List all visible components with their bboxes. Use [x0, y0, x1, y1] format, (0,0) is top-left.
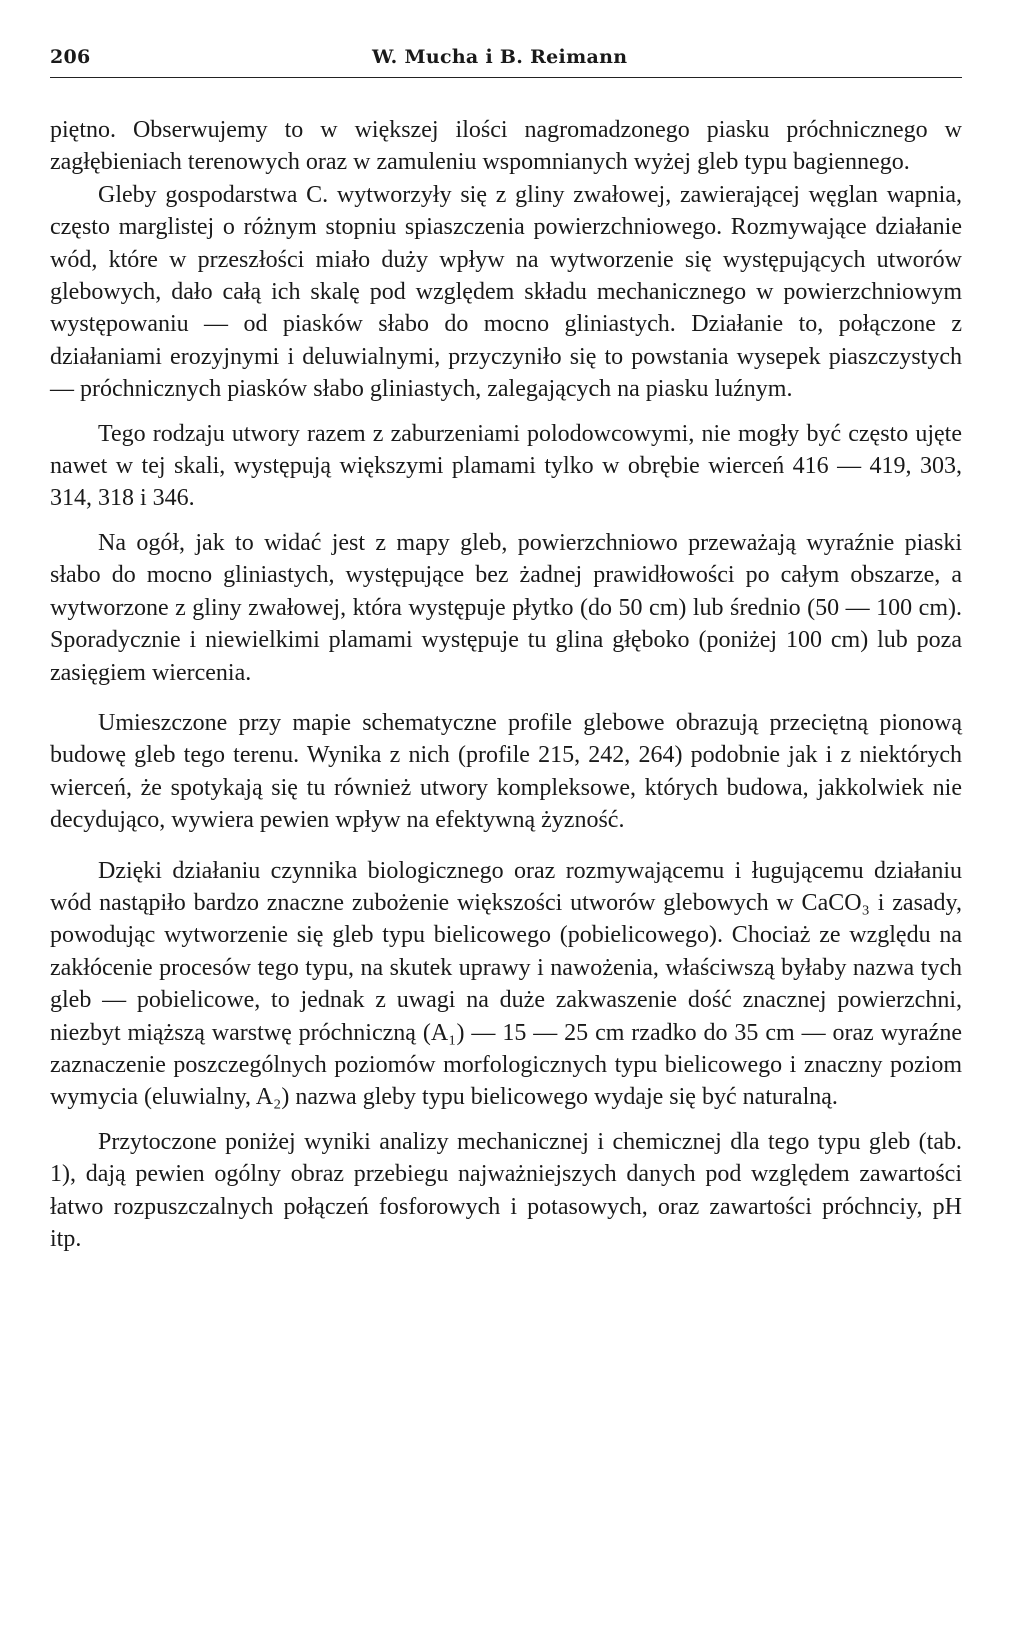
header-rule [50, 77, 962, 78]
page [50, 40, 962, 1252]
paragraph-7: Przytoczone poniżej wyniki analizy mechanicznej i chemicznej dla tego typu gleb (tab. 1), dają pewien ogólny obraz przebiegu najważniejszych danych pod względem zawartości łatwo rozpuszczalnych połączeń fosforowych i potasowych, oraz zawartości próchnciy, pH itp. [50, 1128, 962, 1252]
paragraph-3: Tego rodzaju utwory razem z zaburzeniami polodowcowymi, nie mogły być często ujęte nawet w tej skali, występują większymi plamami tylko w obrębie wierceń 416 — 419, 303, 314, 318 i 346. [50, 420, 962, 512]
body-text [50, 114, 962, 1255]
paragraph-2: Gleby gospodarstwa C. wytworzyły się z gliny zwałowej, zawierającej węglan wapnia, często marglistej o różnym stopniu spiaszczenia powierzchniowego. Rozmywające działanie wód, które w przeszłości miało duży wpływ na wytworzenie się występujących utworów glebowych, dało całą ich skalę pod względem składu mechanicznego w powierzchniowym występowaniu — od piasków słabo do mocno gliniastych. Działanie to, połączone z działaniami erozyjnymi i deluwialnymi, przyczyniło się to powstania wysepek piaszczystych — próchnicznych piasków słabo gliniastych, zalegających na piasku luźnym. [50, 181, 962, 403]
paragraph-4: Na ogół, jak to widać jest z mapy gleb, powierzchniowo przeważają wyraźnie piaski słabo do mocno gliniastych, występujące bez żadnej prawidłowości po całym obszarze, a wytworzone z gliny zwałowej, która występuje płytko (do 50 cm) lub średnio (50 — 100 cm). Sporadycznie i niewielkimi plamami występuje tu glina głęboko (poniżej 100 cm) lub poza zasięgiem wiercenia. [50, 529, 962, 686]
header-authors: W. Mucha i B. Reimann [372, 46, 628, 68]
paragraph-6: Dzięki działaniu czynnika biologicznego oraz rozmywającemu i ługującemu działaniu wód nastąpiło bardzo znaczne zubożenie większości utworów glebowych w CaCO₃ i zasady, powodując wytworzenie się gleb typu bielicowego (pobielicowego). Chociaż ze względu na zakłócenie procesów tego typu, na skutek uprawy i nawożenia, właściwszą byłaby nazwa tych gleb — pobielicowe, to jednak z uwagi na duże zakwaszenie dość znacznej powierzchni, niezbyt miąższą warstwę próchniczną (A₁) — 15 — 25 cm rzadko do 35 cm — oraz wyraźne zaznaczenie poszczególnych poziomów morfologicznych typu bielicowego i znaczny poziom wymycia (eluwialny, A₂) nazwa gleby typu bielicowego wydaje się być naturalną. [50, 857, 962, 1111]
running-head [50, 40, 962, 70]
page-number: 206 [50, 46, 91, 68]
paragraph-5: Umieszczone przy mapie schematyczne profile glebowe obrazują przeciętną pionową budowę gleb tego terenu. Wynika z nich (profile 215, 242, 264) podobnie jak i z niektórych wierceń, że spotykają się tu również utwory kompleksowe, których budowa, jakkolwiek nie decydująco, wywiera pewien wpływ na efektywną żyzność. [50, 709, 962, 834]
paragraph-1: piętno. Obserwujemy to w większej ilości nagromadzonego piasku próchnicznego w zagłębieniach terenowych oraz w zamuleniu wspomnianych wyżej gleb typu bagiennego. [50, 117, 962, 176]
